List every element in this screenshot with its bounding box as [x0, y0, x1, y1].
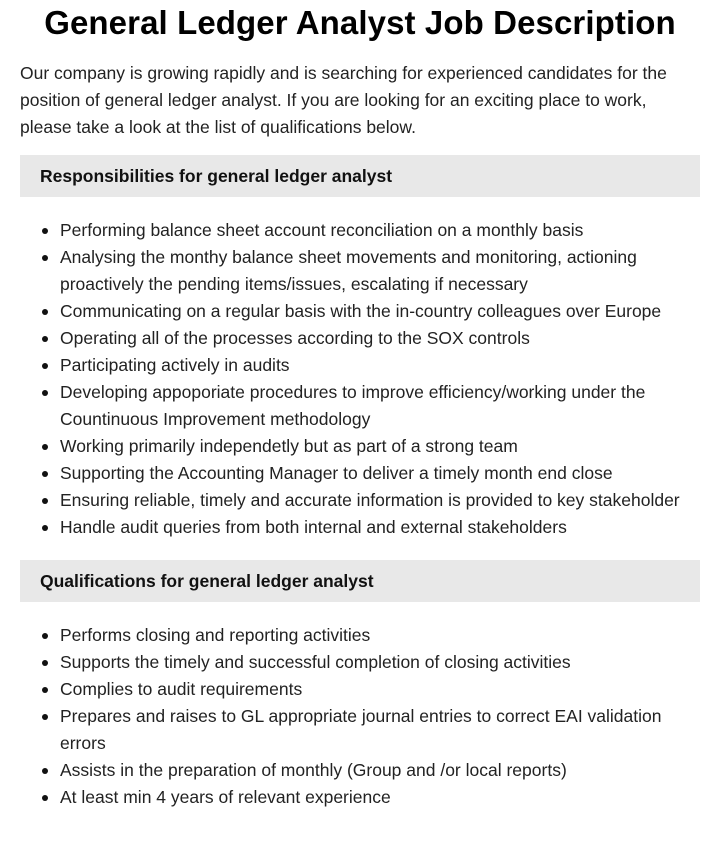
list-item: [20, 460, 700, 487]
bullet-icon: [42, 795, 48, 801]
responsibilities-list: [20, 217, 700, 541]
qualifications-heading: Qualifications for general ledger analyst: [20, 560, 700, 602]
page-title: General Ledger Analyst Job Description: [44, 4, 676, 41]
list-item-text: Communicating on a regular basis with the in-country colleagues over Europe: [60, 301, 662, 321]
list-item-text: Supporting the Accounting Manager to deliver a timely month end close: [60, 463, 613, 483]
bullet-icon: [42, 309, 48, 315]
list-item: [20, 352, 700, 379]
list-item: [20, 433, 700, 460]
bullet-icon: [42, 390, 48, 396]
bullet-icon: [42, 444, 48, 450]
list-item: [20, 649, 700, 676]
list-item: [20, 622, 700, 649]
list-item: [20, 514, 700, 541]
list-item-text: Working primarily independetly but as part of a strong team: [60, 436, 518, 456]
list-item: [20, 217, 700, 244]
list-item-text: Participating actively in audits: [60, 355, 290, 375]
list-item: [20, 487, 700, 514]
list-item: [20, 244, 700, 298]
list-item-text: At least min 4 years of relevant experience: [60, 787, 391, 807]
bullet-icon: [42, 687, 48, 693]
list-item-text: Performing balance sheet account reconciliation on a monthly basis: [60, 220, 584, 240]
list-item: [20, 757, 700, 784]
bullet-icon: [42, 336, 48, 342]
list-item: [20, 676, 700, 703]
list-item-text: Assists in the preparation of monthly (Group and /or local reports): [60, 760, 567, 780]
list-item-text: Handle audit queries from both internal and external stakeholders: [60, 517, 567, 537]
list-item: [20, 298, 700, 325]
list-item-text: Complies to audit requirements: [60, 679, 303, 699]
list-item: [20, 784, 700, 811]
responsibilities-heading: Responsibilities for general ledger analyst: [20, 155, 700, 197]
list-item-text: Prepares and raises to GL appropriate journal entries to correct EAI validation errors: [60, 706, 662, 753]
list-item-text: Performs closing and reporting activities: [60, 625, 371, 645]
list-item: [20, 325, 700, 352]
list-item-text: Analysing the monthy balance sheet movements and monitoring, actioning proactively the pending items/issues, escalating if necessary: [60, 247, 637, 294]
bullet-icon: [42, 228, 48, 234]
bullet-icon: [42, 255, 48, 261]
bullet-icon: [42, 471, 48, 477]
bullet-icon: [42, 714, 48, 720]
list-item-text: Operating all of the processes according to the SOX controls: [60, 328, 530, 348]
bullet-icon: [42, 768, 48, 774]
intro-paragraph: Our company is growing rapidly and is searching for experienced candidates for the position of general ledger analyst. If you are looking for an exciting place to work, please take a look at the list of qualifications below.: [20, 63, 667, 137]
list-item: [20, 703, 700, 757]
qualifications-list: [20, 622, 700, 811]
bullet-icon: [42, 525, 48, 531]
list-item-text: Supports the timely and successful completion of closing activities: [60, 652, 571, 672]
list-item: [20, 379, 700, 433]
list-item-text: Ensuring reliable, timely and accurate information is provided to key stakeholder: [60, 490, 680, 510]
bullet-icon: [42, 498, 48, 504]
bullet-icon: [42, 363, 48, 369]
bullet-icon: [42, 633, 48, 639]
list-item-text: Developing appoporiate procedures to improve efficiency/working under the Countinuous Improvement methodology: [60, 382, 646, 429]
bullet-icon: [42, 660, 48, 666]
